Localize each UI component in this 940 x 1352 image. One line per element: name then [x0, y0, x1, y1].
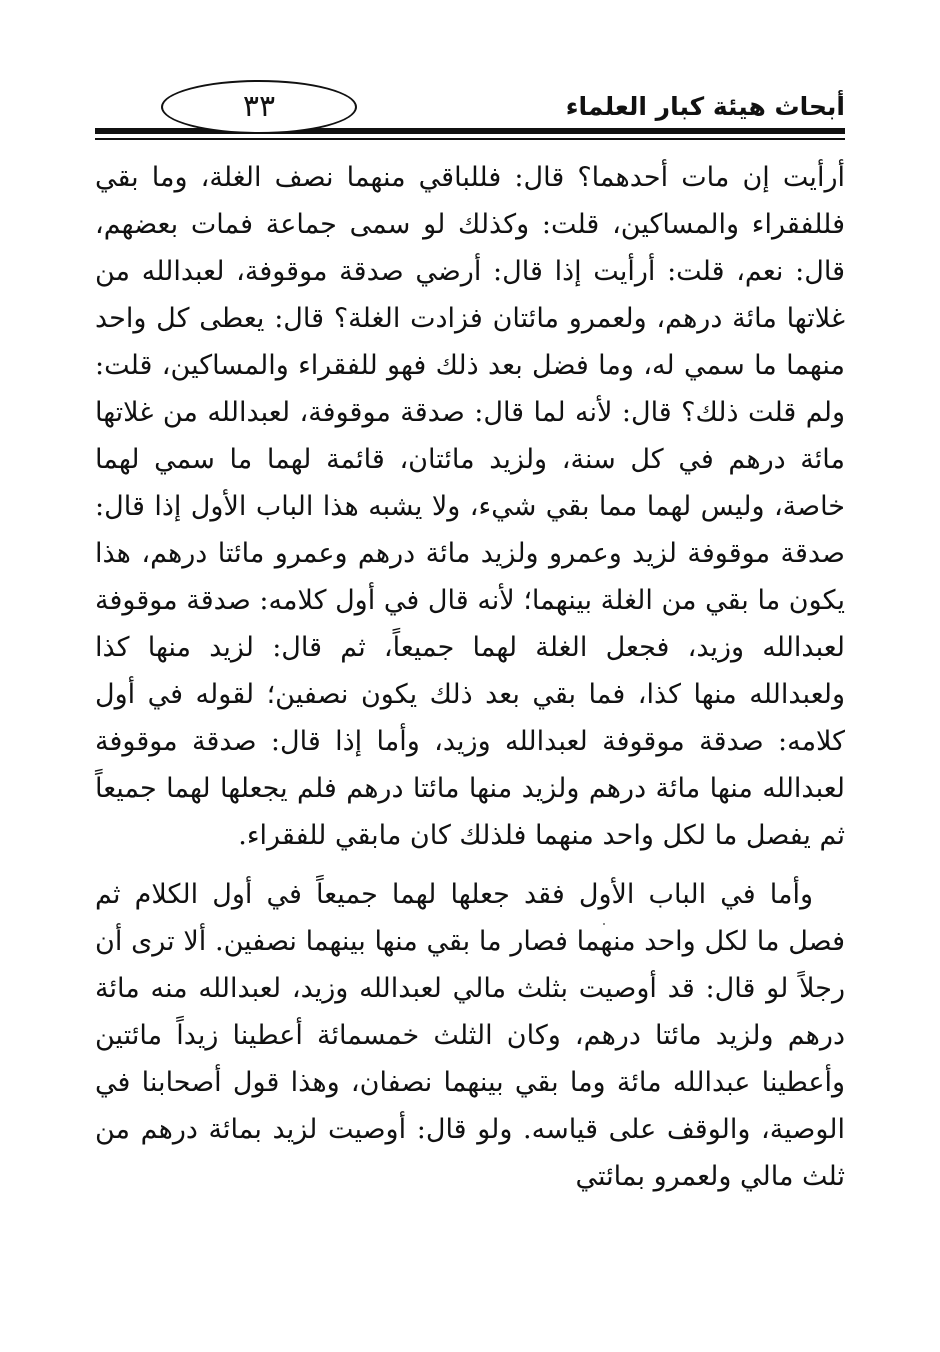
page-number-oval [161, 80, 357, 134]
page-number: ٣٣ [242, 89, 276, 124]
body-text [95, 154, 845, 1200]
page-header [95, 78, 845, 148]
paragraph-2: وأما في الباب الأول فقد جعلها لهما جميعاً في أول الكلام ثم فصل ما لكل واحد منهما فصار ما بقي منها بينهما نصفين. ألا ترى أن رجلاً لو قال: قد أوصيت بثلث مالي لعبدالله وزيد، لعبدالله منه مائة درهم ولزيد مائتا درهم، وكان الثلث خمسمائة أعطينا زيداً مائتين وأعطينا عبدالله مائة وما بقي بينهما نصفان، وهذا قول أصحابنا في الوصية، والوقف على قياسه. ولو قال: أوصيت لزيد بمائة درهم من ثلث مالي ولعمرو بمائتي [95, 879, 845, 1192]
header-thin-rule [95, 138, 845, 140]
running-head-title: أبحاث هيئة كبار العلماء [565, 92, 845, 121]
scan-speck [603, 923, 605, 925]
paragraph-1: أرأيت إن مات أحدهما؟ قال: فللباقي منهما نصف الغلة، وما بقي فللفقراء والمساكين، قلت: وكذلك لو سمى جماعة فمات بعضهم، قال: نعم، قلت: أرأيت إذا قال: أرضي صدقة موقوفة، لعبدالله من غلاتها مائة درهم، ولعمرو مائتان فزادت الغلة؟ قال: يعطى كل واحد منهما ما سمي له، وما فضل بعد ذلك فهو للفقراء والمساكين، قلت: ولم قلت ذلك؟ قال: لأنه لما قال: صدقة موقوفة، لعبدالله من غلاتها مائة درهم في كل سنة، ولزيد مائتان، قائمة لهما ما سمي لهما خاصة، وليس لهما مما بقي شيء، ولا يشبه هذا الباب الأول إذا قال: صدقة موقوفة لزيد وعمرو ولزيد مائة درهم وعمرو مائتا درهم، هذا يكون ما بقي من الغلة بينهما؛ لأنه قال في أول كلامه: صدقة موقوفة لعبدالله وزيد، فجعل الغلة لهما جميعاً، ثم قال: لزيد منها كذا ولعبدالله منها كذا، فما بقي بعد ذلك يكون نصفين؛ لقوله في أول كلامه: صدقة موقوفة لعبدالله وزيد، وأما إذا قال: صدقة موقوفة لعبدالله منها مائة درهم ولزيد منها مائتا درهم فلم يجعلها لهما جميعاً ثم يفصل ما لكل واحد منهما فلذلك كان مابقي للفقراء. [95, 162, 845, 851]
